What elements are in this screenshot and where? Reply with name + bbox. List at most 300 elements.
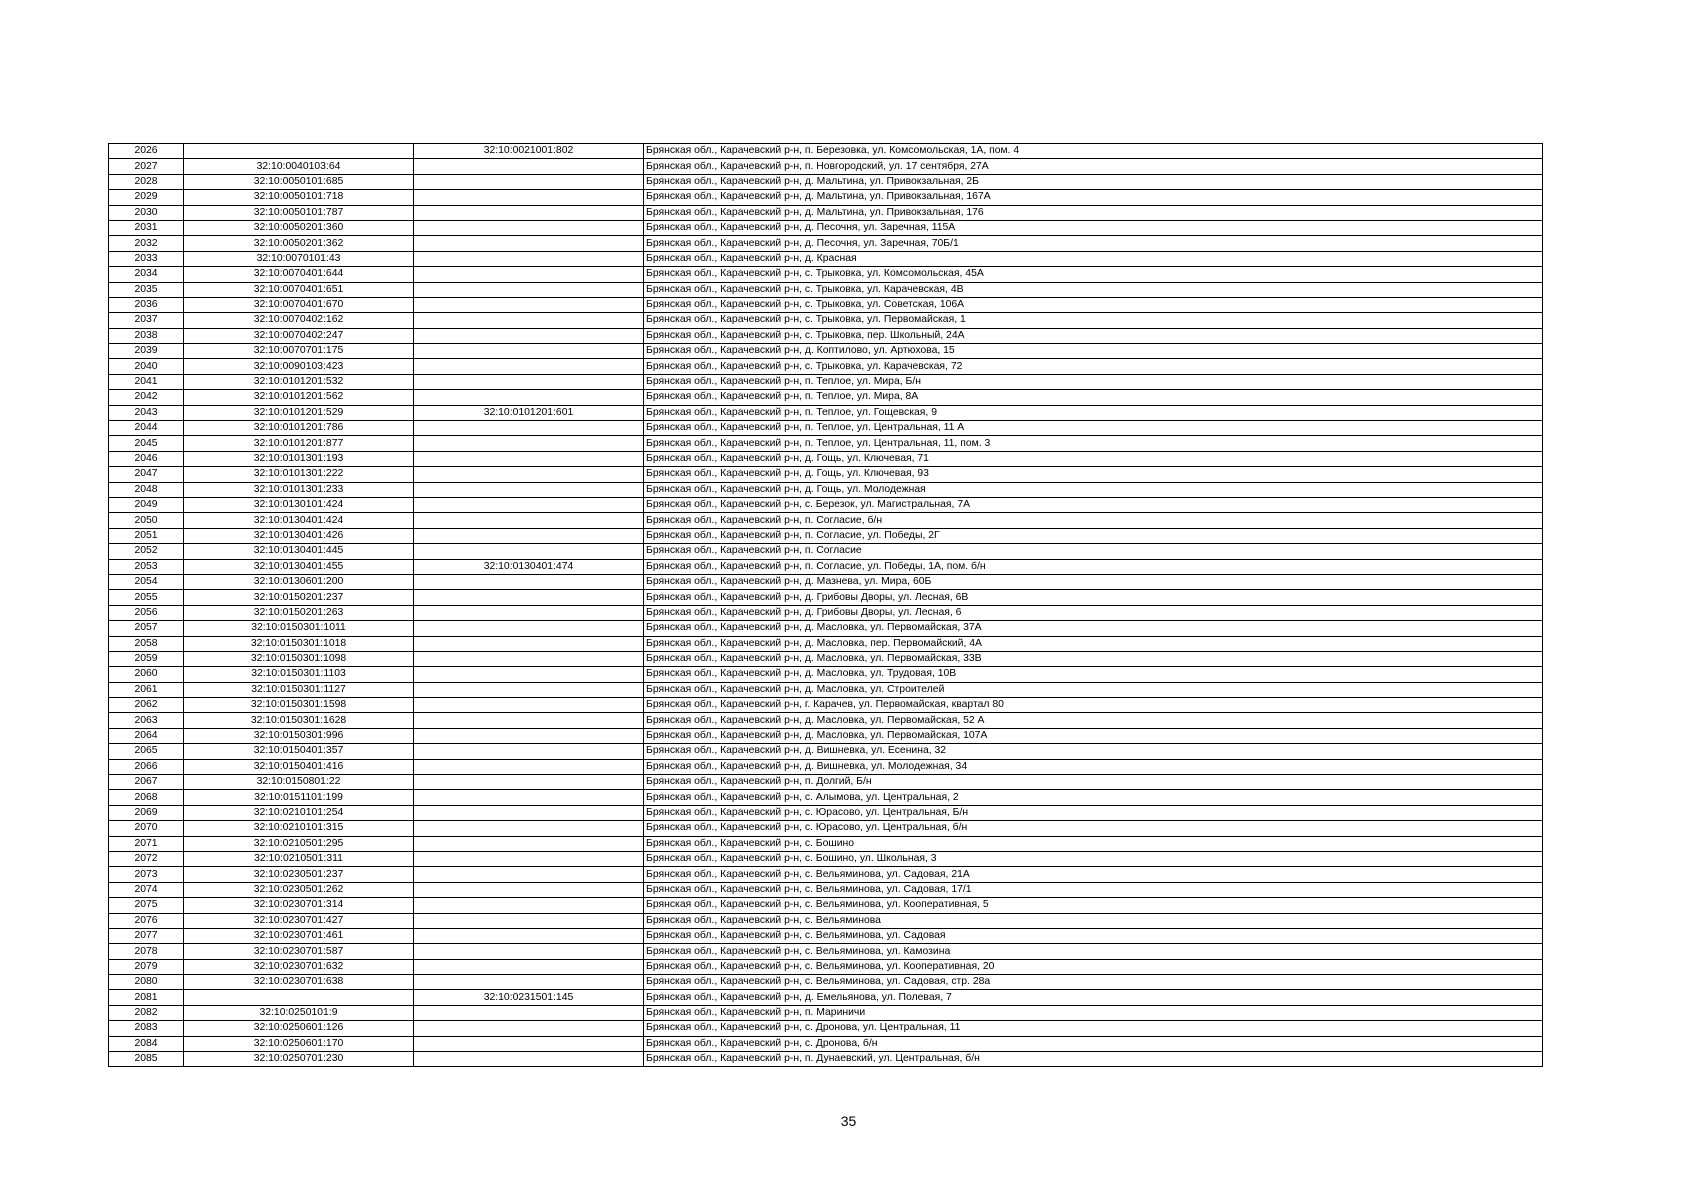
row-number-cell: 2028 xyxy=(109,174,184,189)
cadastral-number-cell: 32:10:0101301:233 xyxy=(184,482,414,497)
row-number-cell: 2049 xyxy=(109,497,184,512)
cadastral-number-cell: 32:10:0070101:43 xyxy=(184,251,414,266)
cadastral-number-cell: 32:10:0150301:1598 xyxy=(184,698,414,713)
table-row xyxy=(109,513,1543,528)
related-cadastral-number-cell xyxy=(414,1005,644,1020)
related-cadastral-number-cell xyxy=(414,497,644,512)
address-cell: Брянская обл., Карачевский р-н, с. Трыковка, ул. Карачевская, 72 xyxy=(644,359,1543,374)
row-number-cell: 2048 xyxy=(109,482,184,497)
address-cell: Брянская обл., Карачевский р-н, п. Теплое, ул. Центральная, 11 А xyxy=(644,421,1543,436)
row-number-cell: 2078 xyxy=(109,944,184,959)
table-row xyxy=(109,882,1543,897)
cadastral-number-cell: 32:10:0150301:996 xyxy=(184,728,414,743)
row-number-cell: 2057 xyxy=(109,621,184,636)
cadastral-number-cell: 32:10:0150301:1011 xyxy=(184,621,414,636)
row-number-cell: 2060 xyxy=(109,667,184,682)
related-cadastral-number-cell xyxy=(414,359,644,374)
related-cadastral-number-cell xyxy=(414,959,644,974)
related-cadastral-number-cell xyxy=(414,236,644,251)
address-cell: Брянская обл., Карачевский р-н, п. Согласие, б/н xyxy=(644,513,1543,528)
table-row xyxy=(109,636,1543,651)
table-row xyxy=(109,421,1543,436)
address-cell: Брянская обл., Карачевский р-н, д. Гощь, ул. Молодежная xyxy=(644,482,1543,497)
row-number-cell: 2053 xyxy=(109,559,184,574)
table-row xyxy=(109,574,1543,589)
related-cadastral-number-cell xyxy=(414,1036,644,1051)
table-row xyxy=(109,451,1543,466)
cadastral-number-cell: 32:10:0250101:9 xyxy=(184,1005,414,1020)
cadastral-number-cell: 32:10:0070402:247 xyxy=(184,328,414,343)
cadastral-number-cell: 32:10:0101201:786 xyxy=(184,421,414,436)
cadastral-number-cell: 32:10:0250601:126 xyxy=(184,1021,414,1036)
related-cadastral-number-cell xyxy=(414,390,644,405)
address-cell: Брянская обл., Карачевский р-н, д. Масловка, ул. Строителей xyxy=(644,682,1543,697)
row-number-cell: 2083 xyxy=(109,1021,184,1036)
related-cadastral-number-cell xyxy=(414,744,644,759)
property-registry-table xyxy=(108,143,1543,1067)
table-row xyxy=(109,959,1543,974)
table-row xyxy=(109,528,1543,543)
row-number-cell: 2061 xyxy=(109,682,184,697)
row-number-cell: 2064 xyxy=(109,728,184,743)
address-cell: Брянская обл., Карачевский р-н, с. Юрасово, ул. Центральная, б/н xyxy=(644,821,1543,836)
related-cadastral-number-cell: 32:10:0021001:802 xyxy=(414,144,644,159)
address-cell: Брянская обл., Карачевский р-н, п. Теплое, ул. Мира, 8А xyxy=(644,390,1543,405)
related-cadastral-number-cell xyxy=(414,528,644,543)
row-number-cell: 2065 xyxy=(109,744,184,759)
table-row xyxy=(109,590,1543,605)
related-cadastral-number-cell xyxy=(414,374,644,389)
address-cell: Брянская обл., Карачевский р-н, д. Мальтина, ул. Привокзальная, 176 xyxy=(644,205,1543,220)
row-number-cell: 2032 xyxy=(109,236,184,251)
table-row xyxy=(109,267,1543,282)
cadastral-number-cell: 32:10:0130401:445 xyxy=(184,544,414,559)
row-number-cell: 2062 xyxy=(109,698,184,713)
table-row xyxy=(109,851,1543,866)
cadastral-number-cell: 32:10:0130401:426 xyxy=(184,528,414,543)
address-cell: Брянская обл., Карачевский р-н, д. Гощь, ул. Ключевая, 93 xyxy=(644,467,1543,482)
address-cell: Брянская обл., Карачевский р-н, д. Песочня, ул. Заречная, 115А xyxy=(644,220,1543,235)
row-number-cell: 2027 xyxy=(109,159,184,174)
address-cell: Брянская обл., Карачевский р-н, д. Емельянова, ул. Полевая, 7 xyxy=(644,990,1543,1005)
table-row xyxy=(109,374,1543,389)
table-row xyxy=(109,944,1543,959)
row-number-cell: 2042 xyxy=(109,390,184,405)
address-cell: Брянская обл., Карачевский р-н, д. Масловка, ул. Первомайская, 52 А xyxy=(644,713,1543,728)
address-cell: Брянская обл., Карачевский р-н, д. Масловка, ул. Трудовая, 10В xyxy=(644,667,1543,682)
related-cadastral-number-cell: 32:10:0130401:474 xyxy=(414,559,644,574)
row-number-cell: 2080 xyxy=(109,975,184,990)
table-row xyxy=(109,990,1543,1005)
address-cell: Брянская обл., Карачевский р-н, с. Бошино xyxy=(644,836,1543,851)
address-cell: Брянская обл., Карачевский р-н, д. Мальтина, ул. Привокзальная, 167А xyxy=(644,190,1543,205)
page-number: 35 xyxy=(840,1113,857,1129)
address-cell: Брянская обл., Карачевский р-н, д. Масловка, ул. Первомайская, 107А xyxy=(644,728,1543,743)
related-cadastral-number-cell xyxy=(414,544,644,559)
row-number-cell: 2085 xyxy=(109,1052,184,1067)
table-row xyxy=(109,1005,1543,1020)
table-row xyxy=(109,390,1543,405)
row-number-cell: 2056 xyxy=(109,605,184,620)
row-number-cell: 2067 xyxy=(109,775,184,790)
table-row xyxy=(109,790,1543,805)
address-cell: Брянская обл., Карачевский р-н, п. Березовка, ул. Комсомольская, 1А, пом. 4 xyxy=(644,144,1543,159)
row-number-cell: 2054 xyxy=(109,574,184,589)
table-row xyxy=(109,728,1543,743)
cadastral-number-cell: 32:10:0150201:263 xyxy=(184,605,414,620)
address-cell: Брянская обл., Карачевский р-н, д. Масловка, пер. Первомайский, 4А xyxy=(644,636,1543,651)
cadastral-number-cell: 32:10:0101301:222 xyxy=(184,467,414,482)
table-row xyxy=(109,836,1543,851)
cadastral-number-cell: 32:10:0050201:360 xyxy=(184,220,414,235)
table-row xyxy=(109,144,1543,159)
row-number-cell: 2059 xyxy=(109,651,184,666)
related-cadastral-number-cell xyxy=(414,297,644,312)
address-cell: Брянская обл., Карачевский р-н, с. Вельяминова, ул. Садовая, 21А xyxy=(644,867,1543,882)
table-row xyxy=(109,1052,1543,1067)
table-row xyxy=(109,467,1543,482)
address-cell: Брянская обл., Карачевский р-н, д. Красная xyxy=(644,251,1543,266)
related-cadastral-number-cell xyxy=(414,282,644,297)
cadastral-number-cell: 32:10:0150201:237 xyxy=(184,590,414,605)
address-cell: Брянская обл., Карачевский р-н, д. Вишневка, ул. Молодежная, 34 xyxy=(644,759,1543,774)
row-number-cell: 2044 xyxy=(109,421,184,436)
cadastral-number-cell: 32:10:0130601:200 xyxy=(184,574,414,589)
cadastral-number-cell: 32:10:0230701:638 xyxy=(184,975,414,990)
table-row xyxy=(109,236,1543,251)
address-cell: Брянская обл., Карачевский р-н, п. Согласие, ул. Победы, 1А, пом. б/н xyxy=(644,559,1543,574)
row-number-cell: 2072 xyxy=(109,851,184,866)
row-number-cell: 2073 xyxy=(109,867,184,882)
related-cadastral-number-cell xyxy=(414,759,644,774)
related-cadastral-number-cell xyxy=(414,928,644,943)
address-cell: Брянская обл., Карачевский р-н, с. Бошино, ул. Школьная, 3 xyxy=(644,851,1543,866)
cadastral-number-cell: 32:10:0101201:877 xyxy=(184,436,414,451)
table-row xyxy=(109,436,1543,451)
row-number-cell: 2071 xyxy=(109,836,184,851)
related-cadastral-number-cell xyxy=(414,159,644,174)
cadastral-number-cell: 32:10:0070402:162 xyxy=(184,313,414,328)
cadastral-number-cell xyxy=(184,144,414,159)
row-number-cell: 2081 xyxy=(109,990,184,1005)
row-number-cell: 2066 xyxy=(109,759,184,774)
address-cell: Брянская обл., Карачевский р-н, д. Песочня, ул. Заречная, 70Б/1 xyxy=(644,236,1543,251)
table-row xyxy=(109,405,1543,420)
related-cadastral-number-cell xyxy=(414,667,644,682)
related-cadastral-number-cell xyxy=(414,790,644,805)
address-cell: Брянская обл., Карачевский р-н, п. Теплое, ул. Мира, Б/н xyxy=(644,374,1543,389)
table-row xyxy=(109,205,1543,220)
table-row xyxy=(109,651,1543,666)
cadastral-number-cell: 32:10:0050101:787 xyxy=(184,205,414,220)
cadastral-number-cell: 32:10:0210501:311 xyxy=(184,851,414,866)
row-number-cell: 2031 xyxy=(109,220,184,235)
related-cadastral-number-cell xyxy=(414,251,644,266)
address-cell: Брянская обл., Карачевский р-н, д. Масловка, ул. Первомайская, 33В xyxy=(644,651,1543,666)
cadastral-number-cell: 32:10:0070401:644 xyxy=(184,267,414,282)
table-row xyxy=(109,805,1543,820)
address-cell: Брянская обл., Карачевский р-н, с. Березок, ул. Магистральная, 7А xyxy=(644,497,1543,512)
row-number-cell: 2076 xyxy=(109,913,184,928)
cadastral-number-cell: 32:10:0230501:262 xyxy=(184,882,414,897)
cadastral-number-cell: 32:10:0040103:64 xyxy=(184,159,414,174)
row-number-cell: 2052 xyxy=(109,544,184,559)
related-cadastral-number-cell xyxy=(414,775,644,790)
address-cell: Брянская обл., Карачевский р-н, г. Карачев, ул. Первомайская, квартал 80 xyxy=(644,698,1543,713)
table-row xyxy=(109,913,1543,928)
cadastral-number-cell: 32:10:0150401:357 xyxy=(184,744,414,759)
address-cell: Брянская обл., Карачевский р-н, с. Трыковка, пер. Школьный, 24А xyxy=(644,328,1543,343)
row-number-cell: 2084 xyxy=(109,1036,184,1051)
cadastral-number-cell: 32:10:0230701:314 xyxy=(184,898,414,913)
cadastral-number-cell: 32:10:0230701:632 xyxy=(184,959,414,974)
table-row xyxy=(109,928,1543,943)
related-cadastral-number-cell xyxy=(414,190,644,205)
table-row xyxy=(109,497,1543,512)
address-cell: Брянская обл., Карачевский р-н, с. Алымова, ул. Центральная, 2 xyxy=(644,790,1543,805)
cadastral-number-cell: 32:10:0090103:423 xyxy=(184,359,414,374)
row-number-cell: 2035 xyxy=(109,282,184,297)
table-row xyxy=(109,559,1543,574)
table-row xyxy=(109,159,1543,174)
address-cell: Брянская обл., Карачевский р-н, с. Дронова, б/н xyxy=(644,1036,1543,1051)
address-cell: Брянская обл., Карачевский р-н, с. Вельяминова, ул. Кооперативная, 20 xyxy=(644,959,1543,974)
related-cadastral-number-cell xyxy=(414,421,644,436)
address-cell: Брянская обл., Карачевский р-н, п. Дунаевский, ул. Центральная, б/н xyxy=(644,1052,1543,1067)
related-cadastral-number-cell xyxy=(414,882,644,897)
address-cell: Брянская обл., Карачевский р-н, д. Вишневка, ул. Есенина, 32 xyxy=(644,744,1543,759)
row-number-cell: 2077 xyxy=(109,928,184,943)
related-cadastral-number-cell xyxy=(414,867,644,882)
table-row xyxy=(109,698,1543,713)
row-number-cell: 2033 xyxy=(109,251,184,266)
cadastral-number-cell: 32:10:0150301:1018 xyxy=(184,636,414,651)
table-row xyxy=(109,220,1543,235)
address-cell: Брянская обл., Карачевский р-н, п. Долгий, Б/н xyxy=(644,775,1543,790)
row-number-cell: 2043 xyxy=(109,405,184,420)
address-cell: Брянская обл., Карачевский р-н, с. Дронова, ул. Центральная, 11 xyxy=(644,1021,1543,1036)
address-cell: Брянская обл., Карачевский р-н, д. Мазнева, ул. Мира, 60Б xyxy=(644,574,1543,589)
cadastral-number-cell: 32:10:0070701:175 xyxy=(184,344,414,359)
related-cadastral-number-cell xyxy=(414,651,644,666)
row-number-cell: 2079 xyxy=(109,959,184,974)
cadastral-number-cell: 32:10:0230701:427 xyxy=(184,913,414,928)
address-cell: Брянская обл., Карачевский р-н, п. Согласие, ул. Победы, 2Г xyxy=(644,528,1543,543)
related-cadastral-number-cell xyxy=(414,1021,644,1036)
related-cadastral-number-cell xyxy=(414,205,644,220)
table-row xyxy=(109,867,1543,882)
address-cell: Брянская обл., Карачевский р-н, д. Мальтина, ул. Привокзальная, 2Б xyxy=(644,174,1543,189)
related-cadastral-number-cell xyxy=(414,728,644,743)
related-cadastral-number-cell xyxy=(414,821,644,836)
address-cell: Брянская обл., Карачевский р-н, с. Трыковка, ул. Карачевская, 4В xyxy=(644,282,1543,297)
address-cell: Брянская обл., Карачевский р-н, с. Вельяминова xyxy=(644,913,1543,928)
row-number-cell: 2075 xyxy=(109,898,184,913)
cadastral-number-cell: 32:10:0151101:199 xyxy=(184,790,414,805)
related-cadastral-number-cell xyxy=(414,513,644,528)
address-cell: Брянская обл., Карачевский р-н, д. Грибовы Дворы, ул. Лесная, 6 xyxy=(644,605,1543,620)
row-number-cell: 2047 xyxy=(109,467,184,482)
related-cadastral-number-cell xyxy=(414,482,644,497)
table-row xyxy=(109,667,1543,682)
row-number-cell: 2051 xyxy=(109,528,184,543)
table-row xyxy=(109,174,1543,189)
address-cell: Брянская обл., Карачевский р-н, п. Новгородский, ул. 17 сентября, 27А xyxy=(644,159,1543,174)
registry-table-body xyxy=(109,144,1543,1067)
row-number-cell: 2037 xyxy=(109,313,184,328)
address-cell: Брянская обл., Карачевский р-н, с. Трыковка, ул. Советская, 106А xyxy=(644,297,1543,312)
related-cadastral-number-cell xyxy=(414,851,644,866)
cadastral-number-cell: 32:10:0150301:1628 xyxy=(184,713,414,728)
table-row xyxy=(109,282,1543,297)
address-cell: Брянская обл., Карачевский р-н, д. Коптилово, ул. Артюхова, 15 xyxy=(644,344,1543,359)
address-cell: Брянская обл., Карачевский р-н, с. Трыковка, ул. Первомайская, 1 xyxy=(644,313,1543,328)
related-cadastral-number-cell xyxy=(414,621,644,636)
related-cadastral-number-cell: 32:10:0231501:145 xyxy=(414,990,644,1005)
related-cadastral-number-cell xyxy=(414,682,644,697)
address-cell: Брянская обл., Карачевский р-н, с. Трыковка, ул. Комсомольская, 45А xyxy=(644,267,1543,282)
table-row xyxy=(109,744,1543,759)
address-cell: Брянская обл., Карачевский р-н, д. Грибовы Дворы, ул. Лесная, 6В xyxy=(644,590,1543,605)
row-number-cell: 2034 xyxy=(109,267,184,282)
table-row xyxy=(109,682,1543,697)
address-cell: Брянская обл., Карачевский р-н, с. Юрасово, ул. Центральная, Б/н xyxy=(644,805,1543,820)
related-cadastral-number-cell xyxy=(414,590,644,605)
row-number-cell: 2074 xyxy=(109,882,184,897)
related-cadastral-number-cell xyxy=(414,174,644,189)
table-row xyxy=(109,297,1543,312)
address-cell: Брянская обл., Карачевский р-н, с. Вельяминова, ул. Камозина xyxy=(644,944,1543,959)
related-cadastral-number-cell xyxy=(414,436,644,451)
cadastral-number-cell: 32:10:0250601:170 xyxy=(184,1036,414,1051)
cadastral-number-cell: 32:10:0050101:685 xyxy=(184,174,414,189)
table-row xyxy=(109,344,1543,359)
cadastral-number-cell: 32:10:0210101:254 xyxy=(184,805,414,820)
related-cadastral-number-cell xyxy=(414,836,644,851)
row-number-cell: 2036 xyxy=(109,297,184,312)
row-number-cell: 2055 xyxy=(109,590,184,605)
row-number-cell: 2026 xyxy=(109,144,184,159)
row-number-cell: 2082 xyxy=(109,1005,184,1020)
table-row xyxy=(109,975,1543,990)
row-number-cell: 2046 xyxy=(109,451,184,466)
cadastral-number-cell: 32:10:0230501:237 xyxy=(184,867,414,882)
table-row xyxy=(109,1036,1543,1051)
cadastral-number-cell: 32:10:0250701:230 xyxy=(184,1052,414,1067)
related-cadastral-number-cell xyxy=(414,636,644,651)
table-row xyxy=(109,775,1543,790)
cadastral-number-cell: 32:10:0070401:670 xyxy=(184,297,414,312)
row-number-cell: 2045 xyxy=(109,436,184,451)
table-row xyxy=(109,190,1543,205)
row-number-cell: 2039 xyxy=(109,344,184,359)
table-row xyxy=(109,821,1543,836)
address-cell: Брянская обл., Карачевский р-н, п. Мариничи xyxy=(644,1005,1543,1020)
row-number-cell: 2029 xyxy=(109,190,184,205)
related-cadastral-number-cell xyxy=(414,713,644,728)
related-cadastral-number-cell xyxy=(414,975,644,990)
table-row xyxy=(109,313,1543,328)
row-number-cell: 2050 xyxy=(109,513,184,528)
address-cell: Брянская обл., Карачевский р-н, с. Вельяминова, ул. Кооперативная, 5 xyxy=(644,898,1543,913)
table-row xyxy=(109,1021,1543,1036)
related-cadastral-number-cell xyxy=(414,574,644,589)
cadastral-number-cell: 32:10:0101201:532 xyxy=(184,374,414,389)
related-cadastral-number-cell xyxy=(414,698,644,713)
cadastral-number-cell: 32:10:0150801:22 xyxy=(184,775,414,790)
cadastral-number-cell: 32:10:0101301:193 xyxy=(184,451,414,466)
table-row xyxy=(109,328,1543,343)
table-row xyxy=(109,482,1543,497)
cadastral-number-cell: 32:10:0150301:1098 xyxy=(184,651,414,666)
related-cadastral-number-cell xyxy=(414,451,644,466)
related-cadastral-number-cell xyxy=(414,220,644,235)
related-cadastral-number-cell: 32:10:0101201:601 xyxy=(414,405,644,420)
table-row xyxy=(109,544,1543,559)
cadastral-number-cell: 32:10:0130101:424 xyxy=(184,497,414,512)
related-cadastral-number-cell xyxy=(414,805,644,820)
related-cadastral-number-cell xyxy=(414,944,644,959)
cadastral-number-cell xyxy=(184,990,414,1005)
address-cell: Брянская обл., Карачевский р-н, с. Вельяминова, ул. Садовая, стр. 28а xyxy=(644,975,1543,990)
table-row xyxy=(109,713,1543,728)
cadastral-number-cell: 32:10:0150301:1103 xyxy=(184,667,414,682)
cadastral-number-cell: 32:10:0210101:315 xyxy=(184,821,414,836)
cadastral-number-cell: 32:10:0101201:562 xyxy=(184,390,414,405)
row-number-cell: 2058 xyxy=(109,636,184,651)
related-cadastral-number-cell xyxy=(414,605,644,620)
related-cadastral-number-cell xyxy=(414,1052,644,1067)
address-cell: Брянская обл., Карачевский р-н, п. Теплое, ул. Гощевская, 9 xyxy=(644,405,1543,420)
cadastral-number-cell: 32:10:0130401:424 xyxy=(184,513,414,528)
related-cadastral-number-cell xyxy=(414,913,644,928)
row-number-cell: 2038 xyxy=(109,328,184,343)
address-cell: Брянская обл., Карачевский р-н, п. Теплое, ул. Центральная, 11, пом. 3 xyxy=(644,436,1543,451)
row-number-cell: 2068 xyxy=(109,790,184,805)
address-cell: Брянская обл., Карачевский р-н, п. Согласие xyxy=(644,544,1543,559)
row-number-cell: 2040 xyxy=(109,359,184,374)
cadastral-number-cell: 32:10:0130401:455 xyxy=(184,559,414,574)
table-row xyxy=(109,759,1543,774)
table-row xyxy=(109,605,1543,620)
row-number-cell: 2030 xyxy=(109,205,184,220)
cadastral-number-cell: 32:10:0230701:461 xyxy=(184,928,414,943)
row-number-cell: 2070 xyxy=(109,821,184,836)
address-cell: Брянская обл., Карачевский р-н, с. Вельяминова, ул. Садовая xyxy=(644,928,1543,943)
cadastral-number-cell: 32:10:0101201:529 xyxy=(184,405,414,420)
table-row xyxy=(109,359,1543,374)
row-number-cell: 2069 xyxy=(109,805,184,820)
row-number-cell: 2041 xyxy=(109,374,184,389)
cadastral-number-cell: 32:10:0210501:295 xyxy=(184,836,414,851)
address-cell: Брянская обл., Карачевский р-н, д. Гощь, ул. Ключевая, 71 xyxy=(644,451,1543,466)
table-row xyxy=(109,251,1543,266)
related-cadastral-number-cell xyxy=(414,898,644,913)
cadastral-number-cell: 32:10:0230701:587 xyxy=(184,944,414,959)
related-cadastral-number-cell xyxy=(414,344,644,359)
related-cadastral-number-cell xyxy=(414,328,644,343)
related-cadastral-number-cell xyxy=(414,467,644,482)
address-cell: Брянская обл., Карачевский р-н, д. Масловка, ул. Первомайская, 37А xyxy=(644,621,1543,636)
cadastral-number-cell: 32:10:0150301:1127 xyxy=(184,682,414,697)
table-row xyxy=(109,898,1543,913)
cadastral-number-cell: 32:10:0050101:718 xyxy=(184,190,414,205)
related-cadastral-number-cell xyxy=(414,313,644,328)
cadastral-number-cell: 32:10:0150401:416 xyxy=(184,759,414,774)
table-row xyxy=(109,621,1543,636)
cadastral-number-cell: 32:10:0070401:651 xyxy=(184,282,414,297)
related-cadastral-number-cell xyxy=(414,267,644,282)
